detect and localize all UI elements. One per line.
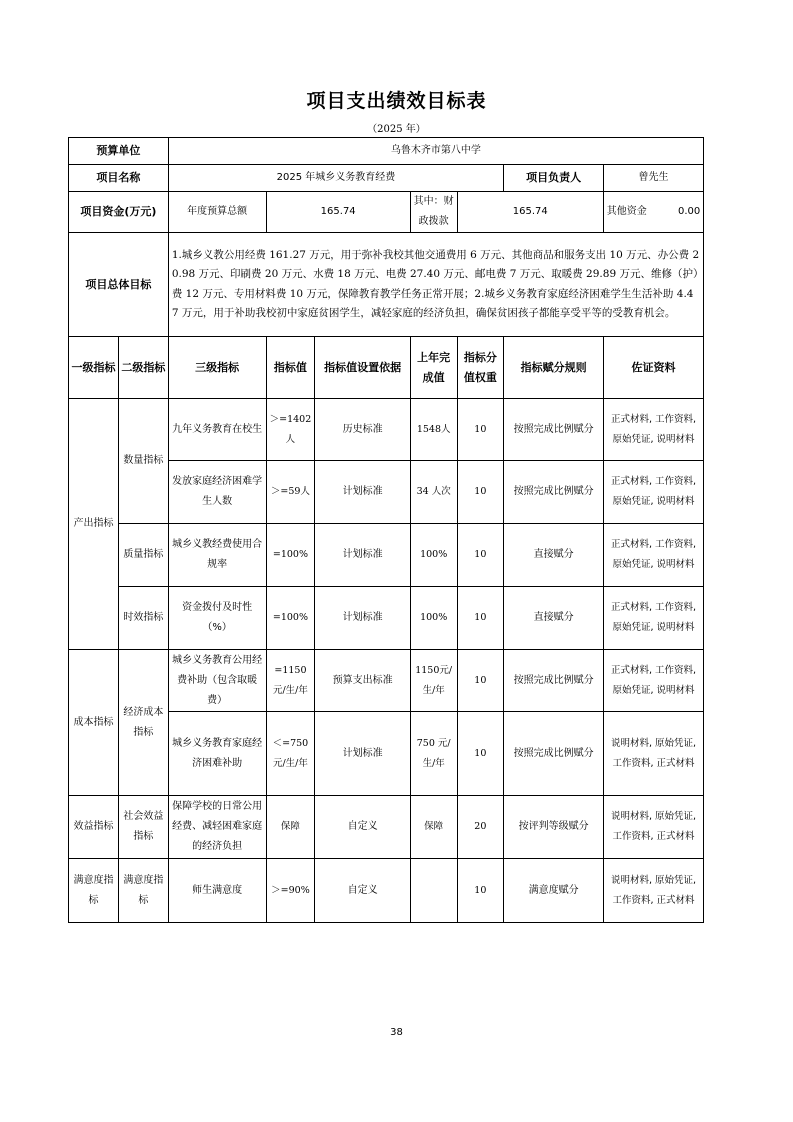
last-year-cell: 保障 — [410, 796, 457, 859]
basis-cell: 计划标准 — [315, 461, 411, 524]
group-quality: 质量指标 — [118, 524, 168, 587]
last-year-cell: 750 元/生/年 — [410, 712, 457, 796]
evidence-cell: 正式材料, 工作资料, 原始凭证, 说明材料 — [604, 524, 704, 587]
other-funds-cell — [604, 192, 704, 233]
rule-cell: 按照完成比例赋分 — [504, 461, 604, 524]
basis-cell: 自定义 — [315, 859, 411, 923]
basis-cell: 计划标准 — [315, 587, 411, 650]
value-cell: ＞=59人 — [266, 461, 315, 524]
table-row — [69, 587, 704, 650]
col-level3: 三级指标 — [168, 337, 266, 399]
rule-cell: 直接赋分 — [504, 587, 604, 650]
value-cell: ＜=750元/生/年 — [266, 712, 315, 796]
project-funds-label: 项目资金(万元) — [69, 192, 169, 233]
value-cell: 保障 — [266, 796, 315, 859]
project-name-value: 2025 年城乡义务教育经费 — [168, 165, 503, 192]
evidence-cell: 正式材料, 工作资料, 原始凭证, 说明材料 — [604, 587, 704, 650]
evidence-cell: 说明材料, 原始凭证, 工作资料, 正式材料 — [604, 859, 704, 923]
project-leader-label: 项目负责人 — [504, 165, 604, 192]
group-satisfaction-sub: 满意度指标 — [118, 859, 168, 923]
weight-cell: 20 — [457, 796, 504, 859]
level3-cell: 城乡义务教育公用经费补助（包含取暖费） — [168, 650, 266, 712]
col-evidence: 佐证资料 — [604, 337, 704, 399]
evidence-cell: 说明材料, 原始凭证, 工作资料, 正式材料 — [604, 796, 704, 859]
level3-cell: 师生满意度 — [168, 859, 266, 923]
last-year-cell: 100% — [410, 587, 457, 650]
col-rule: 指标赋分规则 — [504, 337, 604, 399]
table-row — [69, 796, 704, 859]
page-title: 项目支出绩效目标表 — [306, 90, 487, 112]
performance-table — [68, 137, 704, 923]
col-level2: 二级指标 — [118, 337, 168, 399]
level3-cell: 城乡义教经费使用合规率 — [168, 524, 266, 587]
table-row — [69, 650, 704, 712]
group-econ-cost: 经济成本指标 — [118, 650, 168, 796]
weight-cell: 10 — [457, 859, 504, 923]
basis-cell: 历史标准 — [315, 399, 411, 461]
col-level1: 一级指标 — [69, 337, 119, 399]
annual-budget-value: 165.74 — [266, 192, 410, 233]
table-row — [69, 399, 704, 461]
group-timeliness: 时效指标 — [118, 587, 168, 650]
overall-goal-label: 项目总体目标 — [69, 233, 169, 337]
fiscal-value: 165.74 — [457, 192, 604, 233]
budget-unit-value: 乌鲁木齐市第八中学 — [168, 138, 703, 165]
level3-cell: 发放家庭经济困难学生人数 — [168, 461, 266, 524]
basis-cell: 计划标准 — [315, 712, 411, 796]
rule-cell: 按评判等级赋分 — [504, 796, 604, 859]
weight-cell: 10 — [457, 712, 504, 796]
weight-cell: 10 — [457, 650, 504, 712]
col-weight: 指标分值权重 — [457, 337, 504, 399]
group-satisfaction: 满意度指标 — [69, 859, 119, 923]
rule-cell: 直接赋分 — [504, 524, 604, 587]
weight-cell: 10 — [457, 399, 504, 461]
col-value: 指标值 — [266, 337, 315, 399]
evidence-cell: 正式材料, 工作资料, 原始凭证, 说明材料 — [604, 650, 704, 712]
weight-cell: 10 — [457, 524, 504, 587]
last-year-cell: 1150元/生/年 — [410, 650, 457, 712]
level3-cell: 保障学校的日常公用经费、减轻困难家庭的经济负担 — [168, 796, 266, 859]
year-label: （2025 年） — [367, 124, 426, 135]
evidence-cell: 正式材料, 工作资料, 原始凭证, 说明材料 — [604, 399, 704, 461]
page-number: 38 — [390, 1027, 403, 1038]
value-cell: =100% — [266, 587, 315, 650]
rule-cell: 按照完成比例赋分 — [504, 650, 604, 712]
rule-cell: 满意度赋分 — [504, 859, 604, 923]
weight-cell: 10 — [457, 587, 504, 650]
group-cost: 成本指标 — [69, 650, 119, 796]
table-row — [69, 524, 704, 587]
rule-cell: 按照完成比例赋分 — [504, 399, 604, 461]
group-benefit: 效益指标 — [69, 796, 119, 859]
level3-cell: 九年义务教育在校生 — [168, 399, 266, 461]
group-output: 产出指标 — [69, 399, 119, 650]
col-basis: 指标值设置依据 — [315, 337, 411, 399]
other-funds-value: 0.00 — [677, 206, 701, 217]
level3-cell: 资金拨付及时性（%） — [168, 587, 266, 650]
basis-cell: 自定义 — [315, 796, 411, 859]
value-cell: ＞=90% — [266, 859, 315, 923]
last-year-cell: 34 人次 — [410, 461, 457, 524]
fiscal-label: 其中：财政拨款 — [410, 192, 457, 233]
project-leader-value: 曾先生 — [604, 165, 704, 192]
last-year-cell: 1548人 — [410, 399, 457, 461]
annual-budget-label: 年度预算总额 — [168, 192, 266, 233]
overall-goal-text: 1.城乡义教公用经费 161.27 万元，用于弥补我校其他交通费用 6 万元、其他商品和服务支出 10 万元、办公费 20.98 万元、印刷费 20 万元、水费 18 万元、电费 27.40 万元、邮电费 7 万元、取暖费 29.89 万元、维修（护）费 12 万元、专用材料费 10 万元，保障教育教学任务正常开展；2.城乡义务教育家庭经济困难学生生活补助 4.47 万元，用于补助我校初中家庭贫困学生，减轻家庭的经济负担，确保贫困孩子都能享受平等的受教育机会。 — [168, 233, 703, 337]
level3-cell: 城乡义务教育家庭经济困难补助 — [168, 712, 266, 796]
col-last-year: 上年完成值 — [410, 337, 457, 399]
budget-unit-label: 预算单位 — [69, 138, 169, 165]
project-name-label: 项目名称 — [69, 165, 169, 192]
value-cell: =100% — [266, 524, 315, 587]
weight-cell: 10 — [457, 461, 504, 524]
last-year-cell — [410, 859, 457, 923]
last-year-cell: 100% — [410, 524, 457, 587]
group-quantity: 数量指标 — [118, 399, 168, 524]
basis-cell: 计划标准 — [315, 524, 411, 587]
value-cell: =1150元/生/年 — [266, 650, 315, 712]
basis-cell: 预算支出标准 — [315, 650, 411, 712]
table-row — [69, 859, 704, 923]
rule-cell: 按照完成比例赋分 — [504, 712, 604, 796]
value-cell: ＞=1402人 — [266, 399, 315, 461]
evidence-cell: 正式材料, 工作资料, 原始凭证, 说明材料 — [604, 461, 704, 524]
group-social-benefit: 社会效益指标 — [118, 796, 168, 859]
evidence-cell: 说明材料, 原始凭证, 工作资料, 正式材料 — [604, 712, 704, 796]
other-funds-label: 其他资金 — [606, 206, 647, 217]
